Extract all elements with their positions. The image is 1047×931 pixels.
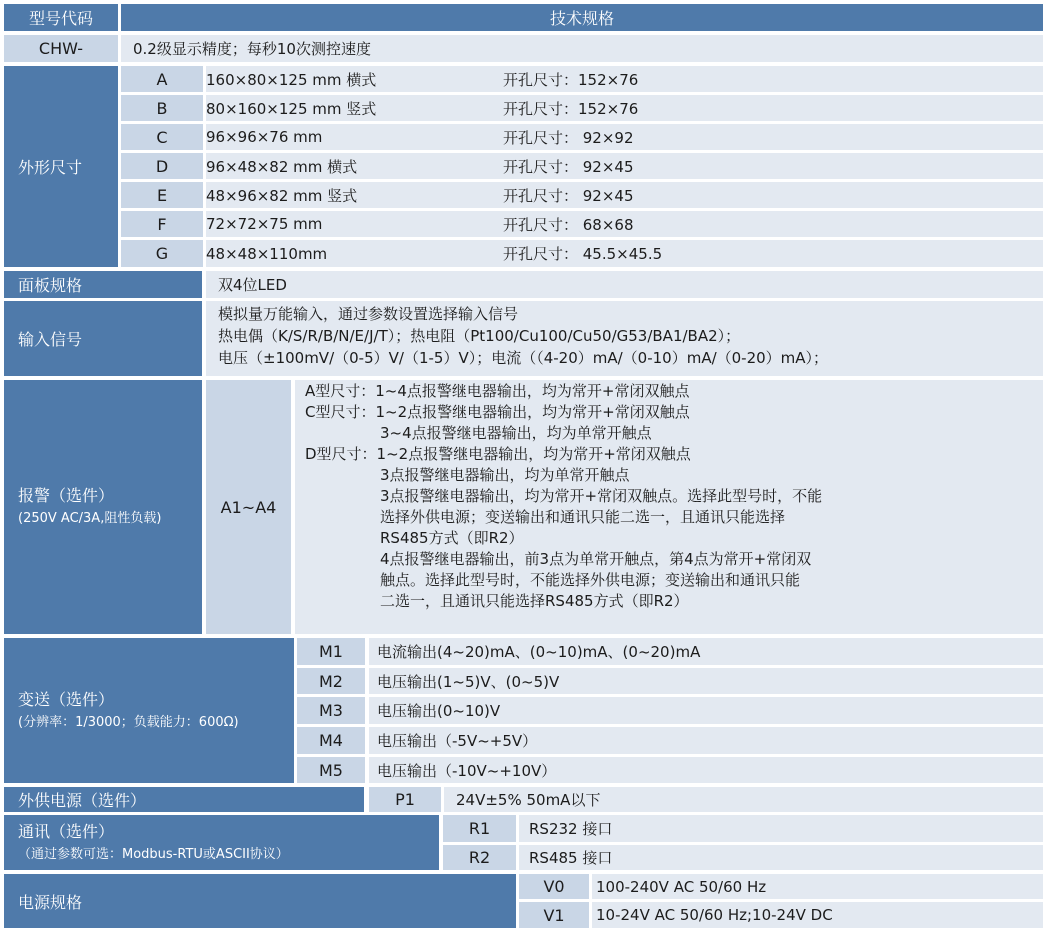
power-out-code: P1 (369, 787, 441, 812)
transmit-code: M4 (297, 727, 365, 754)
alarm-line: 触点。选择此型号时，不能选择外供电源；变送输出和通讯只能 (305, 571, 801, 589)
dimension-cutout: 开孔尺寸： 68×68 (503, 215, 634, 234)
dimension-row (206, 153, 1043, 179)
dimension-size: 72×72×75 mm (206, 215, 323, 233)
alarm-line: A型尺寸：1~4点报警继电器输出，均为常开+常闭双触点 (305, 382, 690, 400)
code-header: 型号代码 (4, 4, 118, 31)
spec-header: 技术规格 (121, 4, 1043, 31)
comm-code: R1 (443, 815, 516, 842)
model-desc: 0.2级显示精度；每秒10次测控速度 (121, 35, 1043, 62)
input-line: 电压（±100mV/（0-5）V/（1-5）V）；电流（（4-20）mA/（0-10）mA/（0-20）mA）； (218, 349, 829, 367)
dimension-cutout: 开孔尺寸： 92×45 (503, 157, 634, 176)
dimension-row (206, 240, 1043, 267)
power-code: V0 (519, 874, 589, 899)
dimension-size: 96×96×76 mm (206, 128, 323, 146)
transmit-note: (分辨率：1/3000；负载能力：600Ω) (18, 714, 239, 730)
comm-label-cell (4, 815, 439, 870)
dimension-code: D (121, 153, 203, 179)
alarm-desc (295, 380, 1043, 634)
alarm-line: 3点报警继电器输出，均为单常开触点 (305, 466, 630, 484)
comm-code: R2 (443, 845, 516, 870)
dimension-size: 160×80×125 mm 横式 (206, 70, 377, 89)
transmit-value: 电流输出(4~20)mA、(0~10)mA、(0~20)mA (369, 638, 1043, 665)
dimension-cutout: 开孔尺寸：152×76 (503, 99, 639, 118)
transmit-code: M1 (297, 638, 365, 665)
transmit-code: M2 (297, 668, 365, 694)
alarm-code: A1~A4 (206, 380, 291, 634)
power-code: V1 (519, 902, 589, 928)
power-value: 10-24V AC 50/60 Hz;10-24V DC (592, 902, 1043, 928)
alarm-line: 3~4点报警继电器输出，均为单常开触点 (305, 424, 652, 442)
alarm-line: 3点报警继电器输出，均为常开+常闭双触点。选择此型号时，不能 (305, 487, 823, 505)
transmit-label-cell (4, 638, 294, 783)
power-value: 100-240V AC 50/60 Hz (592, 874, 1043, 899)
comm-value: RS232 接口 (519, 815, 1043, 842)
power-out-value: 24V±5% 50mA以下 (444, 787, 1043, 812)
dimensions-label: 外形尺寸 (4, 66, 118, 267)
panel-value: 双4位LED (206, 271, 1043, 298)
comm-value: RS485 接口 (519, 845, 1043, 870)
input-line: 热电偶（K/S/R/B/N/E/J/T）；热电阻（Pt100/Cu100/Cu50/G53/BA1/BA2）； (218, 327, 741, 345)
dimension-code: G (121, 240, 203, 267)
alarm-line: D型尺寸：1~2点报警继电器输出，均为常开+常闭双触点 (305, 445, 691, 463)
comm-note: （通过参数可选：Modbus-RTU或ASCII协议） (18, 846, 289, 862)
alarm-label-cell (4, 380, 202, 634)
dimension-code: A (121, 66, 203, 92)
input-line: 模拟量万能输入，通过参数设置选择输入信号 (218, 305, 519, 323)
dimension-cutout: 开孔尺寸： 45.5×45.5 (503, 245, 663, 263)
input-desc (206, 301, 1043, 376)
dimension-row (206, 124, 1043, 150)
alarm-label: 报警（选件） (18, 486, 115, 505)
dimension-code: E (121, 182, 203, 208)
panel-label: 面板规格 (4, 271, 202, 298)
comm-label: 通讯（选件） (18, 821, 115, 841)
dimension-size: 80×160×125 mm 竖式 (206, 99, 377, 118)
alarm-note: (250V AC/3A,阻性负载) (18, 511, 162, 526)
input-label: 输入信号 (4, 301, 202, 376)
dimension-cutout: 开孔尺寸： 92×45 (503, 186, 634, 205)
dimension-row (206, 182, 1043, 208)
transmit-value: 电压输出（-10V~+10V） (369, 757, 1043, 783)
dimension-row (206, 66, 1043, 92)
transmit-code: M3 (297, 697, 365, 724)
dimension-code: C (121, 124, 203, 150)
dimension-size: 48×96×82 mm 竖式 (206, 186, 358, 205)
dimension-code: F (121, 211, 203, 237)
power-out-label: 外供电源（选件） (4, 787, 364, 812)
transmit-code: M5 (297, 757, 365, 783)
alarm-line: RS485方式（即R2） (305, 529, 524, 547)
dimension-row (206, 95, 1043, 121)
dimension-code: B (121, 95, 203, 121)
transmit-value: 电压输出(0~10)V (369, 697, 1043, 724)
dimension-size: 48×48×110mm (206, 244, 328, 263)
transmit-value: 电压输出（-5V~+5V） (369, 727, 1043, 754)
dimension-row (206, 211, 1043, 237)
alarm-line: 4点报警继电器输出，前3点为单常开触点，第4点为常开+常闭双 (305, 550, 812, 568)
transmit-value: 电压输出(1~5)V、(0~5)V (369, 668, 1043, 694)
dimension-size: 96×48×82 mm 横式 (206, 157, 358, 176)
power-label: 电源规格 (4, 874, 516, 928)
dimension-cutout: 开孔尺寸： 92×92 (503, 128, 634, 147)
alarm-line: C型尺寸：1~2点报警继电器输出，均为常开+常闭双触点 (305, 403, 690, 421)
alarm-line: 二选一，且通讯只能选择RS485方式（即R2） (305, 592, 689, 610)
transmit-label: 变送（选件） (18, 689, 115, 709)
alarm-line: 选择外供电源；变送输出和通讯只能二选一，且通讯只能选择 (305, 508, 786, 526)
model-code: CHW- (4, 35, 118, 62)
dimension-cutout: 开孔尺寸：152×76 (503, 70, 639, 89)
